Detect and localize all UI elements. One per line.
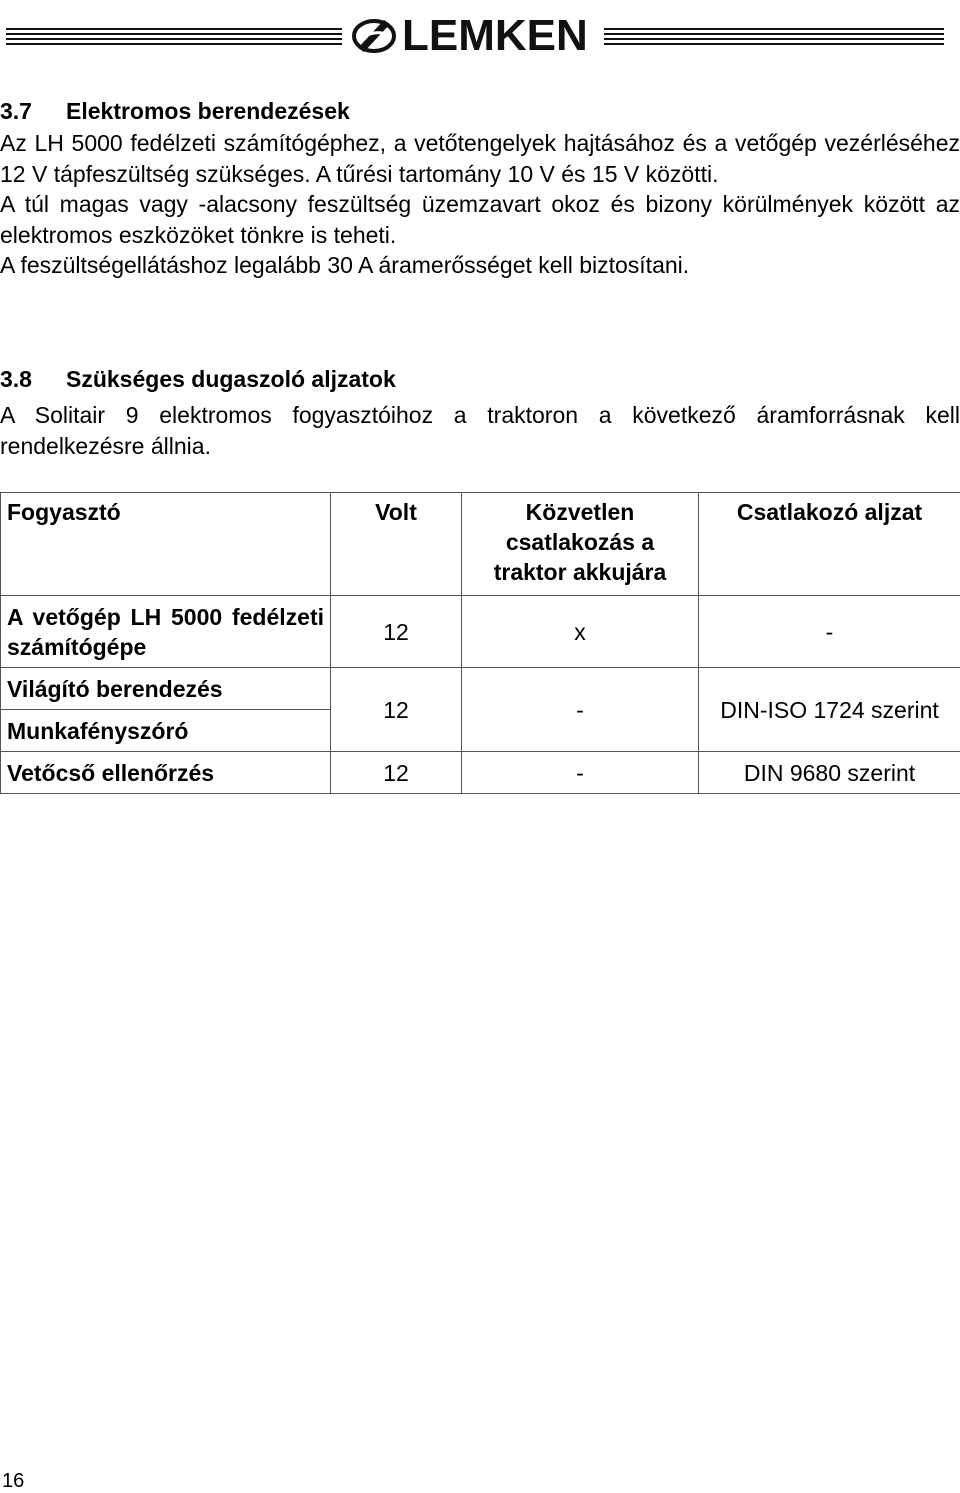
cell-socket: -	[699, 596, 960, 668]
table-row	[1, 596, 960, 668]
table-row	[1, 752, 960, 794]
page-header	[0, 10, 960, 70]
lemken-logo-mark-icon	[350, 14, 398, 58]
header-cell-consumer: Fogyasztó	[1, 493, 331, 596]
section-3-8	[0, 364, 960, 461]
cell-consumer: A vetőgép LH 5000 fedélzeti számítógépe	[1, 596, 331, 668]
cell-volt: 12	[331, 752, 462, 794]
paragraph-current: A feszültségellátáshoz legalább 30 A áramerősséget kell biztosítani.	[0, 250, 960, 281]
header-cell-direct: Közvetlen csatlakozás a traktor akkujára	[462, 493, 699, 596]
section-title: Szükséges dugaszoló aljzatok	[66, 366, 396, 392]
section-title: Elektromos berendezések	[66, 98, 350, 124]
paragraph-warning: A túl magas vagy -alacsony feszültség üzemzavart okoz és bizony körülmények között az elektromos eszközöket tönkre is teheti.	[0, 189, 960, 250]
header-rule-left	[6, 28, 342, 50]
paragraph-voltage: Az LH 5000 fedélzeti számítógéphez, a vetőtengelyek hajtásához és a vetőgép vezérléséhez 12 V tápfeszültség szükséges. A tűrési tartomány 10 V és 15 V közötti.	[0, 128, 960, 189]
cell-consumer-worklight: Munkafényszóró	[1, 710, 331, 752]
header-cell-volt: Volt	[331, 493, 462, 596]
cell-consumer: Vetőcső ellenőrzés	[1, 752, 331, 794]
brand-logo-text: LEMKEN	[402, 14, 588, 58]
section-heading	[0, 96, 960, 126]
header-cell-socket: Csatlakozó aljzat	[699, 493, 960, 596]
cell-consumer-lighting: Világító berendezés	[1, 668, 331, 710]
power-sources-table	[0, 492, 960, 794]
section-heading	[0, 364, 960, 394]
page-number: 16	[2, 1470, 24, 1493]
cell-volt: 12	[331, 668, 462, 752]
cell-volt: 12	[331, 596, 462, 668]
cell-direct: -	[462, 668, 699, 752]
section-number: 3.7	[0, 96, 66, 126]
section-3-7	[0, 96, 960, 281]
paragraph-requirements: A Solitair 9 elektromos fogyasztóihoz a traktoron a következő áramforrásnak kell rendelkezésre állnia.	[0, 400, 960, 461]
header-rule-right	[604, 28, 944, 50]
section-number: 3.8	[0, 364, 66, 394]
cell-socket: DIN 9680 szerint	[699, 752, 960, 794]
table-row	[1, 668, 960, 710]
table-header-row	[1, 493, 960, 596]
cell-direct: -	[462, 752, 699, 794]
cell-socket: DIN-ISO 1724 szerint	[699, 668, 960, 752]
cell-direct: x	[462, 596, 699, 668]
